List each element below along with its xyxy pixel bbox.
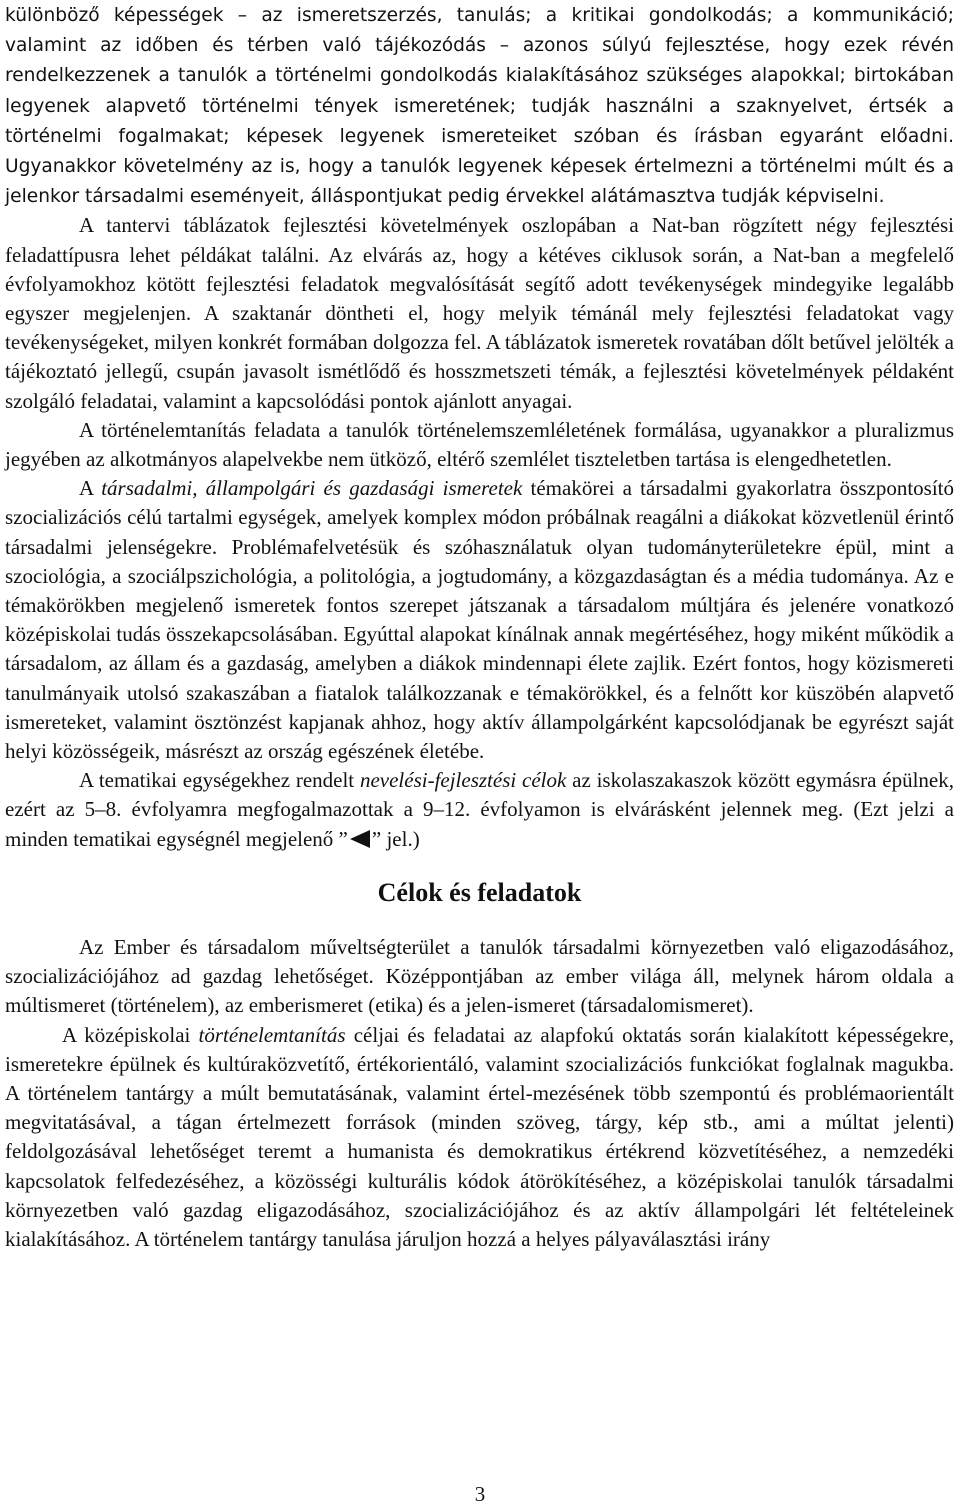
paragraph-goals — [5, 766, 954, 854]
p5-tail: ” jel.) — [371, 826, 420, 851]
p7-body: céljai és feladatai az alapfokú oktatás során kialakított képességekre, ismeretekre épülnek és kultúraközvetítő, értékorientáló, valamint szocializációs funkciókat foglalnak magukba. A történelem tantárgy a múlt bemutatásának, valamint értel-mezésének több szempontú és problémaorientált megvitatásával, a tágan értelmezett források (minden szöveg, tárgy, kép stb., ami a múltat jelenti) feldolgozásával lehetőséget teremt a humanista és demokratikus értékrend közvetítéséhez, a nemzedéki kapcsolatok felfedezéséhez, a közösségi kulturális kódok átörökítéséhez, a középiskolai tanulók társadalmi környezetben való gazdag eligazodásához, szocializációjához és az aktív állampolgári lét feltételeinek kialakításához. A történelem tantárgy tanulása járuljon hozzá a helyes pályaválasztási irány — [5, 1022, 954, 1251]
p4-body: témakörei a társadalmi gyakorlatra összpontosító szocializációs célú tartalmi egységek, amelyek komplex módon próbálnak reagálni a diákokat közvetlenül érintő társadalmi jelenségekre. Problémafelvetésük és szóhasználatuk olyan tudományterületekre épül, mint a szociológia, a szociálpszichológia, a politológia, a jogtudomány, a közgazdaságtan és a média tudománya. Az e témakörökben megjelenő ismeretek fontos szerepet játszanak a társadalom múltjára és jelenére vonatkozó középiskolai tudás összekapcsolásában. Egyúttal alapokat kínálnak annak megértéséhez, hogy miként működik a társadalom, az állam és a gazdaság, amelyben a diákok mindennapi élete zajlik. Ezért fontos, hogy közismereti tanulmányaik utolsó szakaszában a fiatalok találkozzanak e témakörökkel, és a felnőtt kor küszöbén alapvető ismereteket, valamint ösztönzést kapjanak ahhoz, hogy aktív állampolgárként kapcsolódjanak be egyrészt saját helyi közösségeik, másrészt az ország egészének életébe. — [5, 476, 955, 764]
section-heading: Célok és feladatok — [377, 877, 582, 907]
paragraph-skills-text: különböző képességek – az ismeretszerzés, tanulás; a kritikai gondolkodás; a kommunikáció; valamint az időben és térben való tájékozódás – azonos súlyú fejlesztése, hogy ezek révén rendelkezzenek a tanulók a történelmi gondolkodás kialakításához szükséges alapokkal; birtokában legyenek alapvető történelmi tények ismeretének; tudják használni a szaknyelvet, értsék a történelmi fogalmakat; képesek legyenek ismereteiket szóban és írásban egyaránt előadni. — [5, 5, 954, 147]
p7-lead: A középiskolai — [62, 1022, 199, 1047]
paragraph-tables: A tantervi táblázatok fejlesztési követelmények oszlopában a Nat-ban rögzített négy fejlesztési feladattípusra lehet példákat találni. Az elvárás az, hogy a kétéves ciklusok során, a Nat-ban a megfelelő évfolyamokhoz kötött fejlesztési feladatok megvalósítását segítő adott tevékenységek mindegyike legalább egyszer megjelenjen. A szaktanár döntheti el, hogy melyik témánál mely fejlesztési feladatokat vagy tevékenységeket, milyen konkrét formában dolgozza fel. A táblázatok ismeretek rovatában dőlt betűvel jelölték a tájékoztató jellegű, csupán javasolt ismétlődő és hosszmetszeti témák, a fejlesztési követelmények példaként szolgáló feladatai, valamint a kapcsolódási pontok ajánlott anyagai. — [5, 213, 954, 413]
p7-emphasis: történelemtanítás — [198, 1022, 346, 1047]
paragraph-skills-text-2: Ugyanakkor követelmény az is, hogy a tanulók legyenek képesek értelmezni a történelmi múlt és a jelenkor társadalmi eseményeit, álláspontjukat pedig érvekkel alátámasztva tudják képviselni. — [5, 156, 954, 208]
page-number: 3 — [474, 1482, 486, 1506]
paragraph-skills — [5, 0, 954, 211]
paragraph-secondary-history — [5, 1021, 954, 1255]
left-triangle-icon — [350, 830, 370, 848]
p5-emphasis: nevelési-fejlesztési célok — [359, 768, 567, 793]
p4-lead: A — [79, 476, 102, 501]
paragraph-field-intro: Az Ember és társadalom műveltségterület a tanulók társadalmi környezetben való eligazodásához, szocializációjához ad gazdag lehetőséget. Középpontjában az ember világa áll, melynek három oldala a múltismeret (történelem), az emberismeret (etika) és a jelen-ismeret (társadalomismeret). — [5, 934, 954, 1018]
intro-section — [5, 0, 954, 854]
p5-body: az iskolaszakaszok között egymásra épülnek, ezért az 5–8. évfolyamra megfogalmazottak a 9–12. évfolyamon is elvárásként jelennek meg. (Ezt jelzi a minden tematikai egységnél megjelenő ” — [5, 768, 954, 851]
paragraph-history-teaching: A történelemtanítás feladata a tanulók történelemszemléletének formálása, ugyanakkor a pluralizmus jegyében az alkotmányos alapelvekbe nem ütköző, eltérő szemlélet tiszteletben tartása is elengedhetetlen. — [5, 417, 954, 472]
p5-lead: A tematikai egységekhez rendelt — [79, 768, 360, 793]
paragraph-social-knowledge — [5, 474, 954, 766]
p4-emphasis: társadalmi, állampolgári és gazdasági ismeretek — [101, 476, 523, 501]
